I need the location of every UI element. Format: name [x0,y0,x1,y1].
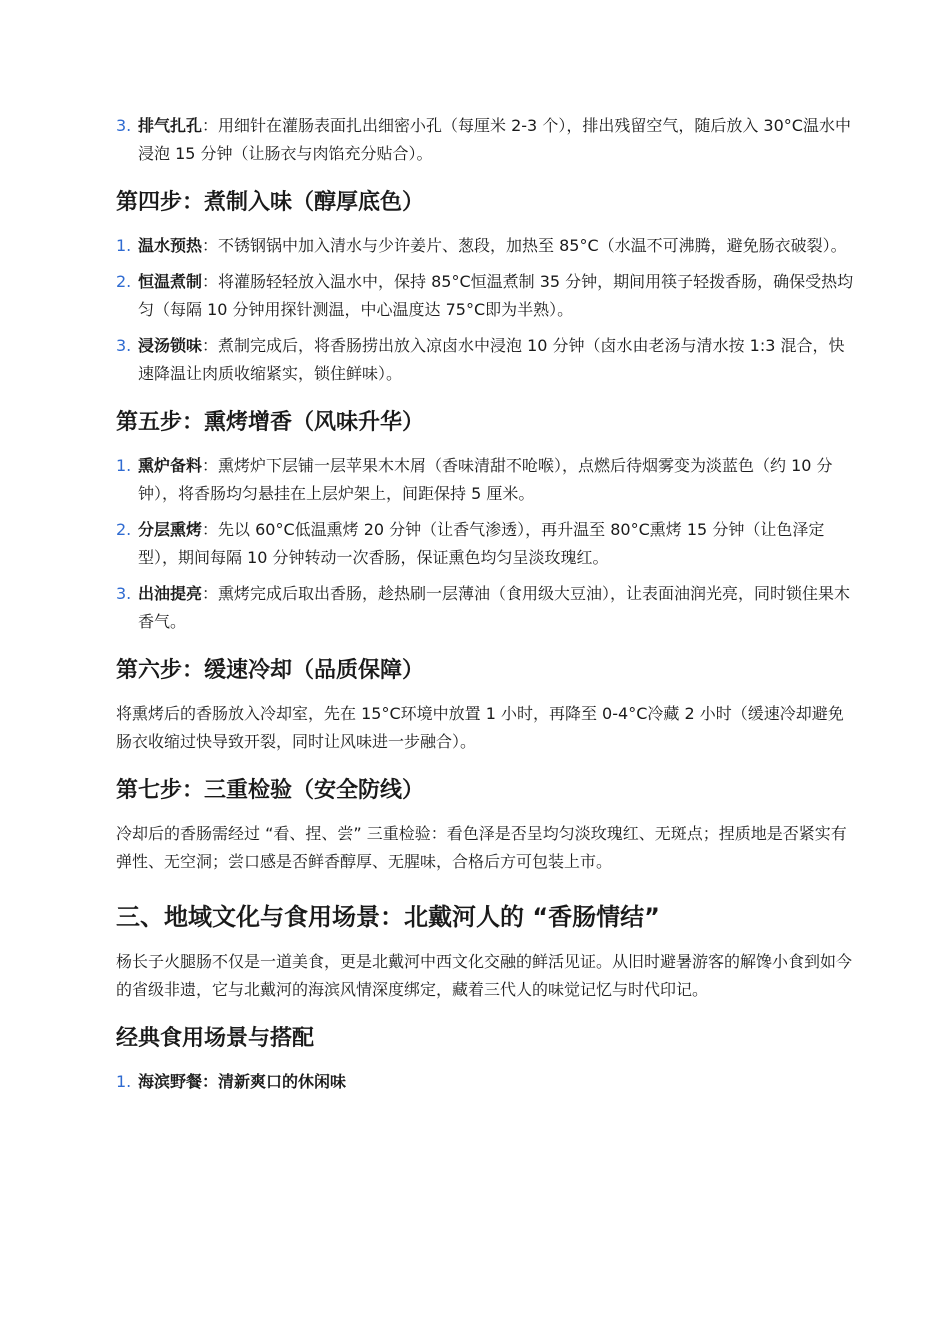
scenes-list [116,1068,856,1096]
section3-heading: 三、地域文化与食用场景：北戴河人的 “香肠情结” [116,903,660,931]
item-text: ：不锈钢锅中加入清水与少许姜片、葱段，加热至 85°C（水温不可沸腾，避免肠衣破裂）。 [202,236,847,255]
list-number: 1. [116,456,132,475]
list-item [116,332,856,388]
item-lead: 分层熏烤 [138,520,203,539]
list-number: 1. [116,236,132,255]
list-item [116,268,856,324]
list-item [116,232,856,260]
item-lead: 温水预热 [138,236,203,255]
document-content [116,112,856,1104]
section3-paragraph: 杨长子火腿肠不仅是一道美食，更是北戴河中西文化交融的鲜活见证。从旧时避暑游客的解馋小食到如今的省级非遗，它与北戴河的海滨风情深度绑定，藏着三代人的味觉记忆与时代印记。 [116,952,853,999]
item-lead: 恒温煮制 [138,272,203,291]
step5-heading: 第五步：熏烤增香（风味升华） [116,410,425,435]
list-item [116,516,856,572]
list-item [116,1068,856,1096]
step5-list [116,452,856,636]
item-text: ：先以 60°C低温熏烤 20 分钟（让香气渗透），再升温至 80°C熏烤 15 分钟（让色泽定型），期间每隔 10 分钟转动一次香肠，保证熏色均匀呈淡玫瑰红。 [138,520,825,567]
item-text: ：熏烤炉下层铺一层苹果木木屑（香味清甜不呛喉），点燃后待烟雾变为淡蓝色（约 10 分钟），将香肠均匀悬挂在上层炉架上，间距保持 5 厘米。 [138,456,833,503]
scenes-heading: 经典食用场景与搭配 [116,1026,315,1051]
step4-list [116,232,856,388]
list-number: 2. [116,520,132,539]
step6-heading: 第六步：缓速冷却（品质保障） [116,658,425,683]
item-lead: 海滨野餐：清新爽口的休闲味 [138,1072,347,1091]
item-text: ：将灌肠轻轻放入温水中，保持 85°C恒温煮制 35 分钟，期间用筷子轻拨香肠，确保受热均匀（每隔 10 分钟用探针测温，中心温度达 75°C即为半熟）。 [138,272,854,319]
list-item [116,112,856,168]
list-number: 3. [116,584,132,603]
item-lead: 浸汤锁味 [138,336,203,355]
item-lead: 熏炉备料 [138,456,203,475]
step7-heading: 第七步：三重检验（安全防线） [116,778,425,803]
list-item [116,580,856,636]
step7-paragraph: 冷却后的香肠需经过 “看、捏、尝” 三重检验：看色泽是否呈均匀淡玫瑰红、无斑点；捏质地是否紧实有弹性、无空洞；尝口感是否鲜香醇厚、无腥味，合格后方可包装上市。 [116,824,847,871]
list-item [116,452,856,508]
step3-list [116,112,856,168]
list-number: 3. [116,336,132,355]
item-lead: 出油提亮 [138,584,203,603]
step6-paragraph: 将熏烤后的香肠放入冷却室，先在 15°C环境中放置 1 小时，再降至 0-4°C冷藏 2 小时（缓速冷却避免肠衣收缩过快导致开裂，同时让风味进一步融合）。 [116,704,844,751]
item-text: ：用细针在灌肠表面扎出细密小孔（每厘米 2-3 个），排出残留空气，随后放入 30°C温水中浸泡 15 分钟（让肠衣与肉馅充分贴合）。 [138,116,851,163]
list-number: 2. [116,272,132,291]
step4-heading: 第四步：煮制入味（醇厚底色） [116,190,425,215]
item-text: ：熏烤完成后取出香肠，趁热刷一层薄油（食用级大豆油），让表面油润光亮，同时锁住果木香气。 [138,584,851,631]
list-number: 3. [116,116,132,135]
item-text: ：煮制完成后，将香肠捞出放入凉卤水中浸泡 10 分钟（卤水由老汤与清水按 1:3 混合，快速降温让肉质收缩紧实，锁住鲜味）。 [138,336,845,383]
item-lead: 排气扎孔 [138,116,203,135]
list-number: 1. [116,1072,132,1091]
